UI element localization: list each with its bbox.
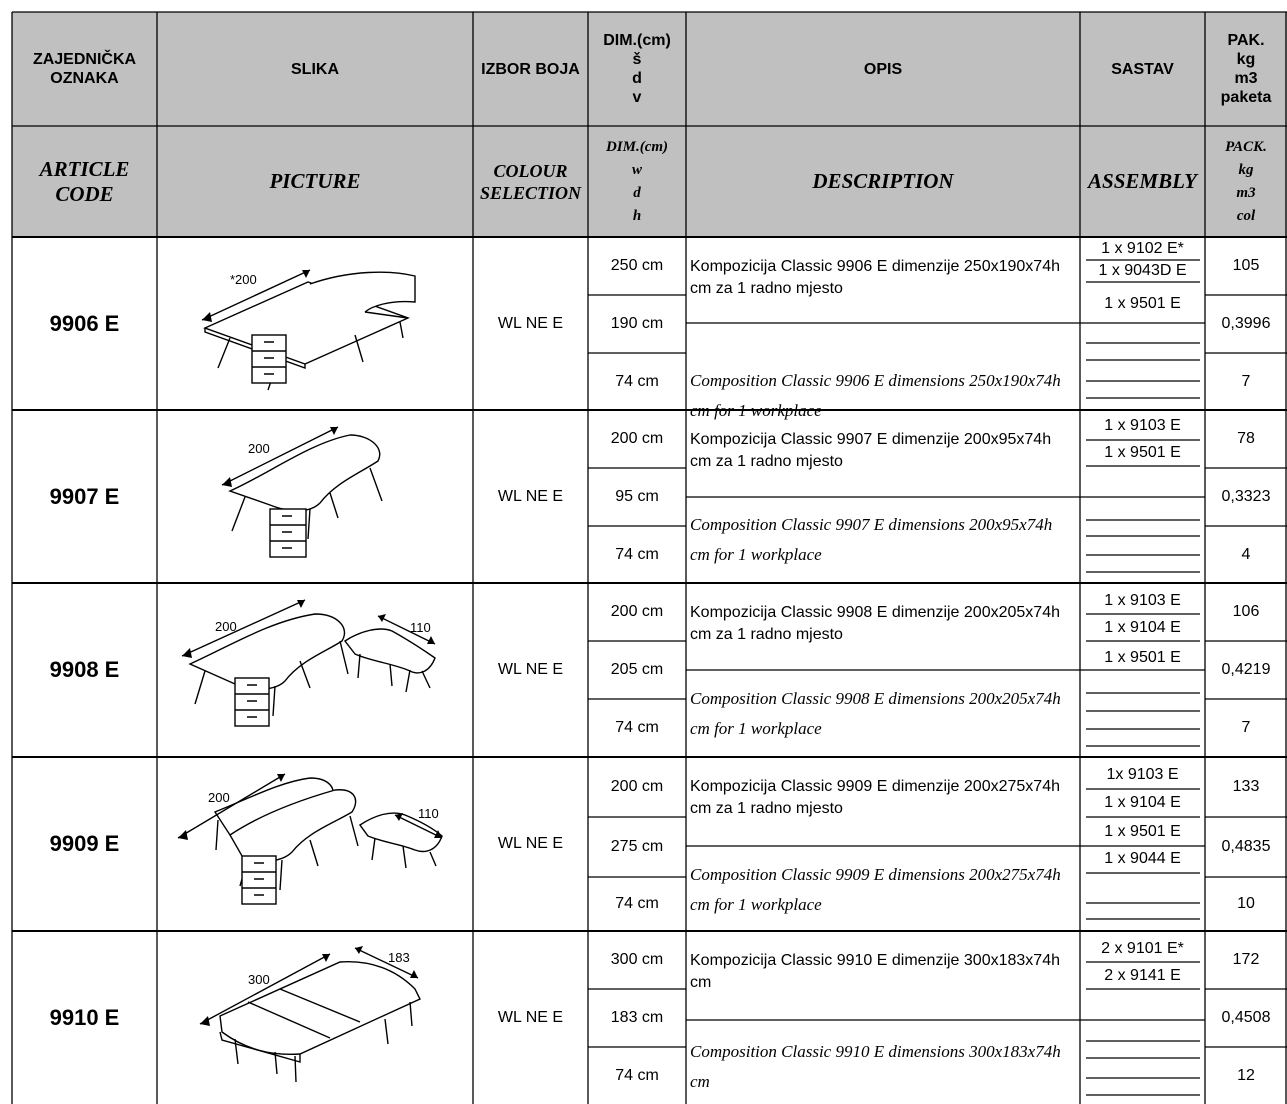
description-en: Composition Classic 9907 E dimensions 200x95x74h cm for 1 workplace <box>690 515 1053 564</box>
pack-col: 4 <box>1241 545 1251 563</box>
assembly-item: 1 x 9103 E <box>1104 591 1181 609</box>
header-dim-hr <box>588 12 686 126</box>
description-hr: Kompozicija Classic 9907 E dimenzije 200x95x74h cm za 1 radno mjesto <box>690 431 1052 470</box>
description-en: Composition Classic 9908 E dimensions 200x205x74h cm for 1 workplace <box>690 689 1061 738</box>
header-assembly-hr: SASTAV <box>1080 12 1205 126</box>
colour-selection: WL NE E <box>497 314 564 332</box>
description-hr: Kompozicija Classic 9908 E dimenzije 200x205x74h cm za 1 radno mjesto <box>690 604 1060 643</box>
picture-dimension-label: 183 <box>388 950 410 965</box>
desk-composition-9906-picture <box>160 240 470 408</box>
pack-kg: 105 <box>1232 257 1260 274</box>
article-code: 9907 E <box>49 483 120 509</box>
dim-width: 200 cm <box>610 430 664 447</box>
colour-selection: WL NE E <box>497 1008 564 1026</box>
header-picture-hr: SLIKA <box>157 12 473 126</box>
picture-dimension-label: 110 <box>418 806 439 821</box>
pack-kg: 106 <box>1232 603 1260 620</box>
pack-m3: 0,3996 <box>1221 315 1271 332</box>
header-desc-en: DESCRIPTION <box>686 126 1080 237</box>
header-pack-hr <box>1205 12 1287 126</box>
header-dim-en <box>588 126 686 237</box>
header-pack-en <box>1205 126 1287 237</box>
dim-width: 250 cm <box>610 257 664 274</box>
desk-composition-9910-picture <box>160 934 470 1102</box>
header-desc-hr: OPIS <box>686 12 1080 126</box>
description-en: Composition Classic 9910 E dimensions 300x183x74h cm <box>690 1042 1061 1091</box>
header-pack-en-m3: m3 <box>1236 184 1256 201</box>
dim-width: 300 cm <box>610 951 664 968</box>
assembly-item: 1 x 9044 E <box>1104 849 1181 867</box>
pack-kg: 172 <box>1232 951 1260 968</box>
header-dim-en-d: d <box>633 184 641 201</box>
assembly-item: 1 x 9104 E <box>1104 618 1181 636</box>
desk-composition-9909-picture <box>160 760 470 928</box>
pack-kg: 78 <box>1237 430 1255 447</box>
pack-col: 7 <box>1241 372 1251 390</box>
description-en: Composition Classic 9906 E dimensions 250x190x74h cm for 1 workplace <box>690 371 1061 420</box>
assembly-item: 1 x 9501 E <box>1104 443 1181 461</box>
dim-depth: 190 cm <box>610 315 664 332</box>
assembly-item: 2 x 9101 E* <box>1101 939 1184 957</box>
header-colour-hr: IZBOR BOJA <box>473 12 588 126</box>
dim-height: 74 cm <box>615 1066 659 1084</box>
header-code-hr: ZAJEDNIČKA OZNAKA <box>12 12 157 126</box>
dim-depth: 183 cm <box>610 1009 664 1026</box>
colour-selection: WL NE E <box>497 661 564 678</box>
header-pack-hr-kg: kg <box>1236 51 1256 68</box>
assembly-item: 1 x 9104 E <box>1104 793 1181 811</box>
description-en: Composition Classic 9909 E dimensions 200x275x74h cm for 1 workplace <box>690 865 1061 914</box>
desk-composition-9907-picture <box>160 413 470 581</box>
assembly-item: 1x 9103 E <box>1106 765 1179 783</box>
header-dim-en-h: h <box>632 207 642 224</box>
picture-dimension-label: 110 <box>410 620 431 635</box>
header-dim-hr-title: DIM.(cm) <box>603 32 671 49</box>
colour-selection: WL NE E <box>497 487 564 505</box>
pack-m3: 0,4835 <box>1221 838 1271 855</box>
dim-depth: 95 cm <box>615 488 659 505</box>
header-dim-en-w: w <box>631 161 642 178</box>
header-assembly-en: ASSEMBLY <box>1080 126 1205 237</box>
header-dim-hr-w: š <box>632 51 642 68</box>
header-picture-en: PICTURE <box>157 126 473 237</box>
header-pack-en-title: PACK. <box>1225 138 1267 155</box>
assembly-item: 1 x 9501 E <box>1104 822 1181 840</box>
dim-width: 200 cm <box>610 778 664 795</box>
pack-col: 12 <box>1237 1066 1255 1084</box>
picture-dimension-label: 200 <box>215 619 237 634</box>
dim-depth: 205 cm <box>610 661 664 678</box>
picture-dimension-label: 300 <box>248 972 270 987</box>
picture-dimension-label: 200 <box>248 441 270 456</box>
header-pack-en-unit: col <box>1236 207 1256 224</box>
dim-height: 74 cm <box>615 719 659 736</box>
header-dim-hr-h: v <box>632 89 642 106</box>
assembly-item: 1 x 9043D E <box>1098 262 1187 279</box>
header-code-en: ARTICLE CODE <box>12 126 157 237</box>
header-pack-hr-title: PAK. <box>1227 32 1265 49</box>
dim-depth: 275 cm <box>610 838 664 855</box>
header-pack-hr-unit: paketa <box>1220 89 1272 106</box>
dim-width: 200 cm <box>610 603 664 620</box>
header-dim-hr-d: d <box>632 70 642 87</box>
colour-selection: WL NE E <box>497 835 564 852</box>
article-code: 9908 E <box>49 657 120 682</box>
dim-height: 74 cm <box>615 545 659 563</box>
header-dim-en-title: DIM.(cm) <box>605 138 669 155</box>
desk-composition-9908-picture <box>160 586 470 754</box>
article-code: 9906 E <box>49 310 120 336</box>
assembly-item: 1 x 9103 E <box>1104 416 1181 434</box>
picture-dimension-label: 200 <box>208 790 230 805</box>
article-code: 9909 E <box>49 831 120 856</box>
description-hr: Kompozicija Classic 9910 E dimenzije 300x183x74h cm <box>690 952 1060 991</box>
pack-kg: 133 <box>1232 778 1260 795</box>
pack-m3: 0,4219 <box>1221 661 1271 678</box>
pack-col: 7 <box>1241 719 1251 736</box>
picture-dimension-label: *200 <box>230 272 257 287</box>
article-code: 9910 E <box>49 1004 120 1030</box>
assembly-item: 2 x 9141 E <box>1104 966 1181 984</box>
dim-height: 74 cm <box>615 895 659 912</box>
dim-height: 74 cm <box>615 372 659 390</box>
assembly-item: 1 x 9102 E* <box>1101 239 1184 257</box>
pack-col: 10 <box>1237 895 1255 912</box>
pack-m3: 0,4508 <box>1221 1009 1271 1026</box>
description-hr: Kompozicija Classic 9906 E dimenzije 250x190x74h cm za 1 radno mjesto <box>690 258 1060 297</box>
assembly-item: 1 x 9501 E <box>1104 295 1181 312</box>
header-pack-en-kg: kg <box>1238 161 1254 178</box>
assembly-item: 1 x 9501 E <box>1104 648 1181 666</box>
pack-m3: 0,3323 <box>1221 488 1271 505</box>
header-pack-hr-m3: m3 <box>1234 70 1258 87</box>
header-colour-en: COLOUR SELECTION <box>473 126 588 237</box>
description-hr: Kompozicija Classic 9909 E dimenzije 200x275x74h cm za 1 radno mjesto <box>690 778 1060 817</box>
